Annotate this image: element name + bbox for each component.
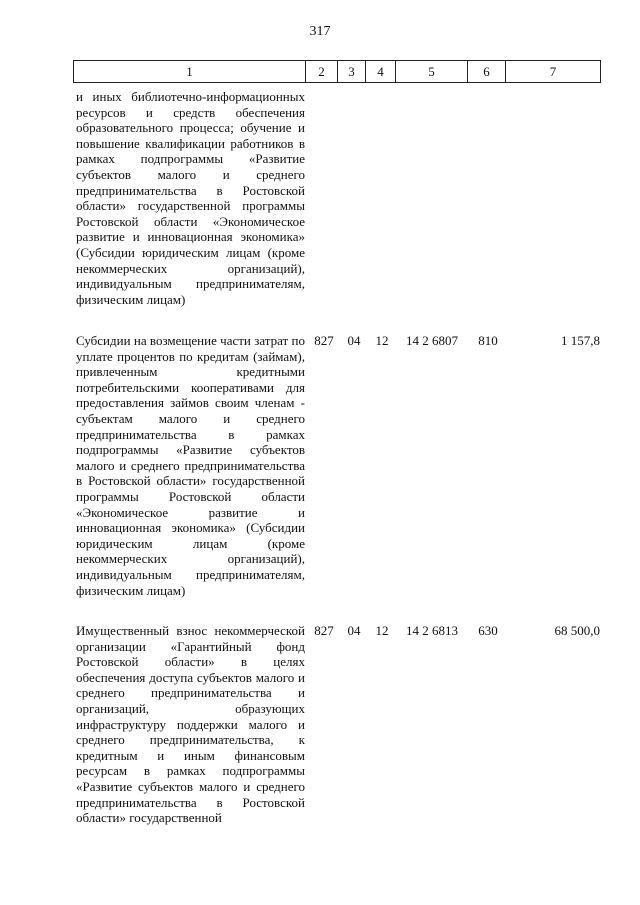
page-number: 317 bbox=[309, 24, 331, 39]
row-section-code: 04 bbox=[347, 333, 361, 348]
row-chapter-code: 827 bbox=[314, 333, 334, 348]
column-header-3: 3 bbox=[338, 61, 366, 82]
row-expense-type-code: 810 bbox=[478, 333, 498, 348]
row-subsection-code: 12 bbox=[375, 333, 389, 348]
row-amount: 1 157,8 bbox=[561, 333, 600, 348]
column-header-4: 4 bbox=[366, 61, 396, 82]
row-description: Субсидии на возмещение части затрат по уплате процентов по кредитам (займам), привлеченным кредитными потребительскими кооперативами для предоставления займов своим членам - субъектам малого и среднего предпринимательства в рамках подпрограммы «Развитие субъектов малого и среднего предпринимательства в Ростовской области» государственной программы Ростовской области «Экономическое развитие и инновационная экономика» (Субсидии юридическим лицам (кроме некоммерческих организаций), индивидуальным предпринимателям, физическим лицам) bbox=[76, 333, 305, 598]
column-header-1: 1 bbox=[74, 61, 306, 82]
column-header-7: 7 bbox=[549, 64, 557, 79]
row-target-code: 14 2 6813 bbox=[406, 623, 458, 638]
row-description: и иных библиотечно-информационных ресурсов и средств обеспечения образовательного процесса; обучение и повышение квалификации работников в рамках подпрограммы «Развитие субъектов малого и среднего предпринимательства в Ростовской области» государственной программы Ростовской области «Экономическое развитие и инновационная экономика» (Субсидии юридическим лицам (кроме некоммерческих организаций), индивидуальным предпринимателям, физическим лицам) bbox=[76, 89, 305, 307]
row-description: Имущественный взнос некоммерческой организации «Гарантийный фонд Ростовской области» в целях обеспечения доступа субъектов малого и среднего предпринимательства и организаций, образующих инфраструктуру поддержки малого и среднего предпринимательства, к кредитным и иным финансовым ресурсам в рамках подпрограммы «Развитие субъектов малого и среднего предпринимательства в Ростовской области» государственной bbox=[76, 623, 305, 826]
row-chapter-code: 827 bbox=[314, 623, 334, 638]
row-amount: 68 500,0 bbox=[554, 623, 600, 638]
row-section-code: 04 bbox=[347, 623, 361, 638]
column-header-5: 5 bbox=[396, 61, 468, 82]
row-target-code: 14 2 6807 bbox=[406, 333, 458, 348]
column-header-row bbox=[73, 60, 601, 83]
row-subsection-code: 12 bbox=[375, 623, 389, 638]
column-header-2: 2 bbox=[306, 61, 338, 82]
row-expense-type-code: 630 bbox=[478, 623, 498, 638]
column-header-6: 6 bbox=[468, 61, 506, 82]
